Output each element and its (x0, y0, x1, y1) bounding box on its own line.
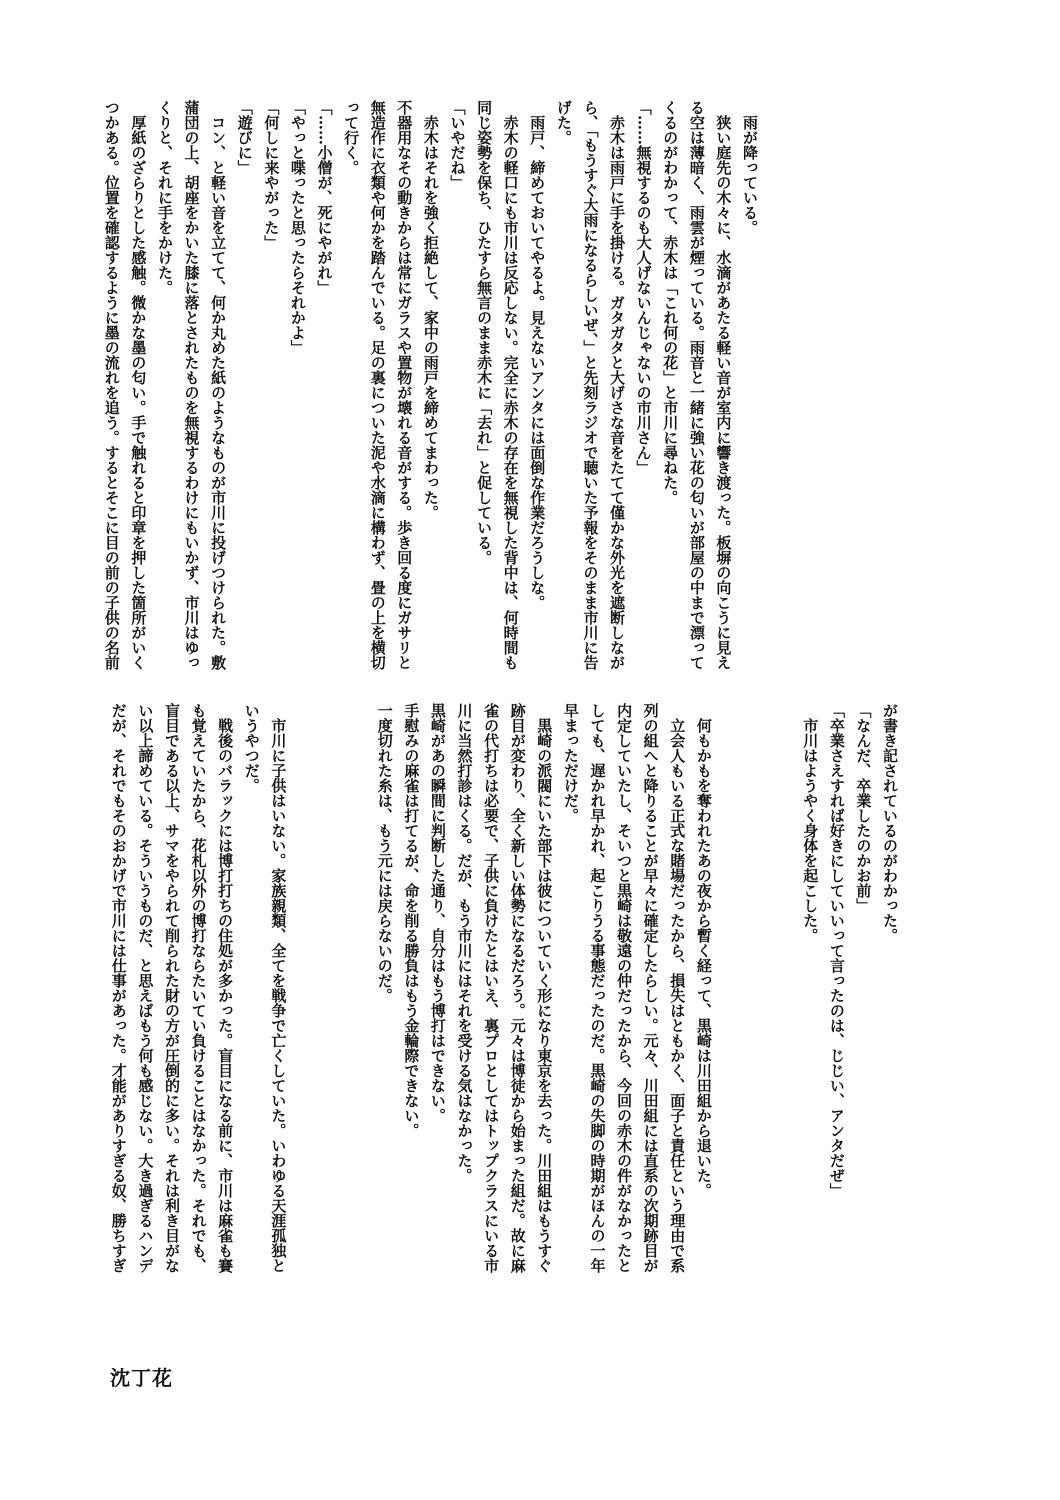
text-line: 早まっただけだ。 (561, 703, 580, 823)
upper-text-block (98, 100, 763, 668)
text-line: 市川はようやく身体を起こした。 (801, 703, 820, 943)
text-line: コン、と軽い音を立てて、何か丸めた紙のようなものが市川に投げつけられた。敷 (209, 100, 228, 670)
text-line: 不器用なその動きからは常にガラスや置物が壊れる音がする。歩き回る度にガサリと (395, 100, 414, 670)
text-line: 雨戸、締めておいてやるよ。見えないアンタには面倒な作業だろうしな。 (528, 100, 547, 610)
blank-line (345, 703, 372, 1271)
text-line: 同じ姿勢を保ち、ひたすら無言のまま赤木に「去れ」と促している。 (475, 100, 494, 565)
text-line: 跡目が変わり、全く新しい体勢になるだろう。元々は博徒から始まった組だ。故に麻 (508, 703, 527, 1273)
text-line: も覚えていたから、花札以外の博打ならたいてい負けることはなかった。それでも、 (189, 703, 208, 1273)
text-line: 赤木は雨戸に手を掛ける。ガタガタと大げさな音をたてて僅かな外光を遮断しなが (608, 100, 627, 670)
text-line: 盲目である以上、サマをやられて削られた財の方が圧倒的に多い。それは利き目がな (162, 703, 181, 1273)
text-line: 何もかもを奪われたあの夜から暫く経って、黒崎は川田組から退いた。 (694, 703, 713, 1198)
text-line: 黒崎の派閥にいた部下は彼についていく形になり東京を去った。川田組はもうすぐ (535, 703, 554, 1273)
text-line: いうやつだ。 (242, 703, 261, 793)
text-line: 立会人もいる正式な賭場だったから、損失はともかく、面子と責任という理由で系 (668, 703, 687, 1273)
text-line: る空は薄暗く、雨雲が煙っている。雨音と一緒に強い花の匂いが部屋の中まで漂って (687, 100, 706, 670)
text-line: 「何しに来やがった」 (262, 100, 281, 250)
text-line: 川に当然打診はくる。だが、もう市川にはそれを受ける気はなかった。 (455, 703, 474, 1183)
text-line: い以上諦めている。そういうものだ、と思えばもう何も感じない。大き過ぎるハンデ (136, 703, 155, 1273)
text-line: 内定していたし、そいつと黒崎は敬遠の仲だったから、今回の赤木の件がなかったと (615, 703, 634, 1273)
text-line: 市川に子供はいない。家族親類、全てを戦争で亡くしていた。いわゆる天涯孤独と (269, 703, 288, 1273)
text-line: 手慰みの麻雀は打てるが、命を削る勝負はもう金輪際できない。 (402, 703, 421, 1138)
text-line: 黒崎があの瞬間に判断した通り、自分はもう博打はできない。 (428, 703, 447, 1123)
blank-line (743, 703, 770, 1271)
text-line: 「卒業さえすれば好きにしていいって言ったのは、じじい、アンタだぜ」 (827, 703, 846, 1198)
text-line: つかある。位置を確認するように墨の流れを追う。するとそこに目の前の子供の名前 (102, 100, 121, 670)
blank-line (770, 703, 797, 1271)
story-title: 沈丁花 (110, 1366, 173, 1390)
text-line: だが、それでもそのおかげで市川には仕事があった。才能がありすぎる奴、勝ちすぎ (109, 703, 128, 1273)
text-line: 狭い庭先の木々に、水滴があたる軽い音が室内に響き渡った。板塀の向こうに見え (714, 100, 733, 670)
blank-line (291, 703, 318, 1271)
text-line: 列の組へと降りることが早々に確定したらしい。元々、川田組には直系の次期跡目が (641, 703, 660, 1273)
text-line: 無造作に衣類や何かを踏んでいる。足の裏についた泥や水滴に構わず、畳の上を横切 (368, 100, 387, 670)
text-line: って行く。 (342, 100, 361, 175)
text-line: 蒲団の上、胡座をかいた膝に落とされたものを無視するわけにもいかず、市川はゆっ (182, 100, 201, 670)
lower-text-block (105, 703, 903, 1271)
text-line: 「遊びに」 (235, 100, 254, 175)
text-line: 赤木の軽口にも市川は反応しない。完全に赤木の存在を無視した背中は、何時間も (501, 100, 520, 670)
text-line: が書き記されているのがわかった。 (881, 703, 899, 943)
text-line: 厚紙のざらりとした感触。微かな墨の匂い。手で触れると印章を押した箇所がいく (129, 100, 148, 670)
text-line: しても、遅かれ早かれ、起こりうる事態だったのだ。黒崎の失脚の時期がほんの一年 (588, 703, 607, 1273)
text-line: 一度切れた糸は、もう元には戻らないのだ。 (375, 703, 394, 1003)
text-line: 「……小僧が、死にやがれ」 (315, 100, 334, 295)
text-line: くりと、それに手をかけた。 (155, 100, 174, 295)
text-line: 雀の代打ちは必要で、子供に負けたとはいえ、裏プロとしてはトップクラスにいる市 (482, 703, 501, 1273)
text-line: 「……無視するのも大人げないんじゃないの市川さん」 (634, 100, 653, 475)
text-line: 雨が降っている。 (741, 100, 759, 235)
text-line: 赤木はそれを強く拒絶して、家中の雨戸を締めてまわった。 (421, 100, 440, 520)
text-line: 「いやだね」 (448, 100, 467, 190)
text-line: ら、「もうすぐ大雨になるらしいぜ、」と先刻ラジオで聴いた予報をそのまま市川に告 (581, 100, 600, 670)
blank-line (318, 703, 345, 1271)
text-line: 「なんだ、卒業したのかお前」 (854, 703, 873, 913)
text-line: 「やっと喋ったと思ったらそれかよ」 (288, 100, 307, 355)
text-line: くるのがわかって、赤木は「これ何の花」と市川に尋ねた。 (661, 100, 680, 505)
text-line: 戦後のバラックには博打打ちの住処が多かった。盲目になる前に、市川は麻雀も賽 (216, 703, 235, 1273)
blank-line (717, 703, 744, 1271)
text-line: げた。 (554, 100, 573, 145)
